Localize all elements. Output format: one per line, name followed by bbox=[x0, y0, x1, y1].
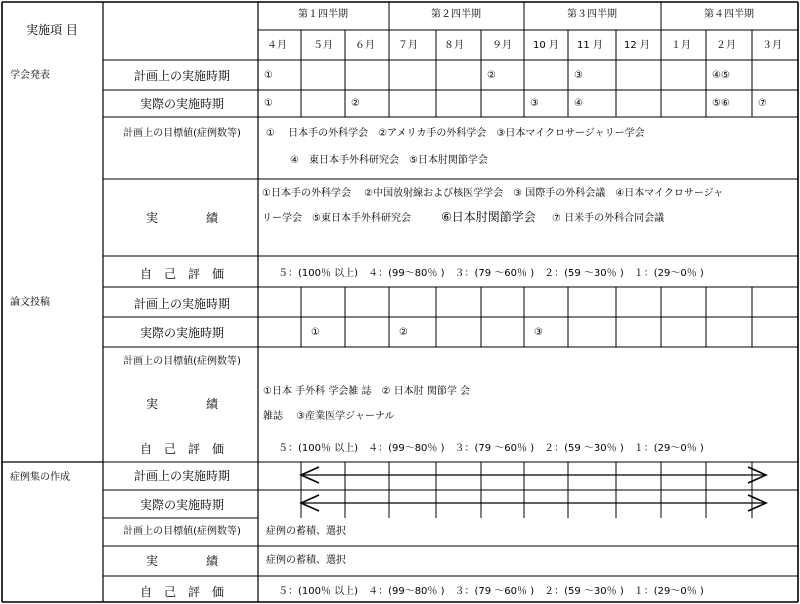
row-label-self-eval: 自 己 評 価 bbox=[139, 585, 225, 599]
actual-mark: ② bbox=[399, 327, 408, 338]
result-text: リー学会 ⑤東日本手外科研究会 bbox=[262, 213, 421, 224]
actual-mark: ② bbox=[351, 98, 360, 109]
quarter-label: 第２四半期 bbox=[431, 9, 481, 20]
plan-mark: ④⑤ bbox=[712, 70, 730, 81]
row-label-result: 実 績 bbox=[145, 211, 219, 225]
row-label-actual-timing: 実際の実施時期 bbox=[139, 326, 225, 340]
eval-scale: ５：(100％ 以上) ４：(99〜80％ ) ３：(79 〜60％ ) ２：(59 〜30％ ) １：(29〜0％ ) bbox=[278, 268, 704, 279]
month-label: ７月 bbox=[398, 40, 418, 51]
actual-mark: ⑤⑥ bbox=[712, 98, 730, 109]
actual-mark: ④ bbox=[574, 98, 583, 109]
plan-mark: ① bbox=[264, 70, 273, 81]
row-label-plan-timing: 計画上の実施時期 bbox=[133, 469, 231, 483]
result-text-emph: ⑥日本肘関節学会 bbox=[441, 210, 536, 224]
header-item-label: 実施項 目 bbox=[26, 23, 78, 37]
plan-mark: ② bbox=[487, 70, 496, 81]
month-label: ６月 bbox=[355, 40, 375, 51]
quarter-label: 第１四半期 bbox=[298, 9, 348, 20]
month-label: 10 月 bbox=[533, 40, 559, 51]
result-text: ⑦ 日米手の外科合同会議 bbox=[542, 213, 665, 224]
row-label-result: 実 績 bbox=[145, 554, 219, 568]
plan-mark: ③ bbox=[574, 70, 583, 81]
actual-mark: ③ bbox=[534, 327, 543, 338]
row-label-target: 計画上の目標値(症例数等) bbox=[123, 356, 241, 367]
quarter-label: 第３四半期 bbox=[567, 9, 617, 20]
month-label: 12 月 bbox=[624, 40, 650, 51]
month-label: ９月 bbox=[492, 40, 512, 51]
row-label-self-eval: 自 己 評 価 bbox=[139, 267, 225, 281]
result-text: ①日本手の外科学会 ②中国放射線および核医学学会 ③ 国際手の外科会議 ④日本マイクロサージャ bbox=[262, 188, 724, 199]
result-text: 症例の蓄積、選択 bbox=[266, 555, 346, 566]
row-label-result: 実 績 bbox=[145, 397, 219, 411]
row-label-target: 計画上の目標値(症例数等) bbox=[123, 128, 241, 139]
month-label: ３月 bbox=[762, 40, 782, 51]
month-label: ８月 bbox=[444, 40, 464, 51]
row-label-actual-timing: 実際の実施時期 bbox=[139, 97, 225, 111]
row-label-plan-timing: 計画上の実施時期 bbox=[133, 297, 231, 311]
category-gakkai: 学会発表 bbox=[10, 70, 50, 81]
eval-scale: ５：(100％ 以上) ４：(99〜80％ ) ３：(79 〜60％ ) ２：(59 〜30％ ) １：(29〜0％ ) bbox=[278, 586, 704, 597]
actual-mark: ③ bbox=[530, 98, 539, 109]
month-label: ４月 bbox=[267, 40, 287, 51]
result-text: 雑誌 ③産業医学ジャーナル bbox=[263, 411, 395, 422]
row-label-self-eval: 自 己 評 価 bbox=[139, 442, 225, 456]
month-label: １月 bbox=[671, 40, 691, 51]
target-text: 症例の蓄積、選択 bbox=[266, 526, 346, 537]
row-label-target: 計画上の目標値(症例数等) bbox=[123, 526, 241, 537]
month-label: ２月 bbox=[716, 40, 736, 51]
result-text: ①日本 手外科 学会雑 誌 ② 日本肘 関節学 会 bbox=[263, 386, 471, 397]
actual-mark: ① bbox=[311, 327, 320, 338]
row-label-actual-timing: 実際の実施時期 bbox=[139, 498, 225, 512]
quarter-label: 第４四半期 bbox=[704, 9, 754, 20]
target-text: ① 日本手の外科学会 ②アメリカ手の外科学会 ③日本マイクロサージャリー学会 bbox=[266, 128, 645, 139]
category-ronbun: 論文投稿 bbox=[10, 297, 50, 308]
actual-mark: ⑦ bbox=[758, 98, 767, 109]
actual-mark: ① bbox=[264, 98, 273, 109]
month-label: 11 月 bbox=[577, 40, 603, 51]
month-label: ５月 bbox=[313, 40, 333, 51]
row-label-plan-timing: 計画上の実施時期 bbox=[133, 69, 231, 83]
category-shorei: 症例集の作成 bbox=[10, 472, 70, 483]
eval-scale: ５：(100％ 以上) ４：(99〜80％ ) ３：(79 〜60％ ) ２：(59 〜30％ ) １：(29〜0％ ) bbox=[278, 443, 704, 454]
target-text: ④ 東日本手外科研究会 ⑤日本肘関節学会 bbox=[290, 155, 488, 166]
